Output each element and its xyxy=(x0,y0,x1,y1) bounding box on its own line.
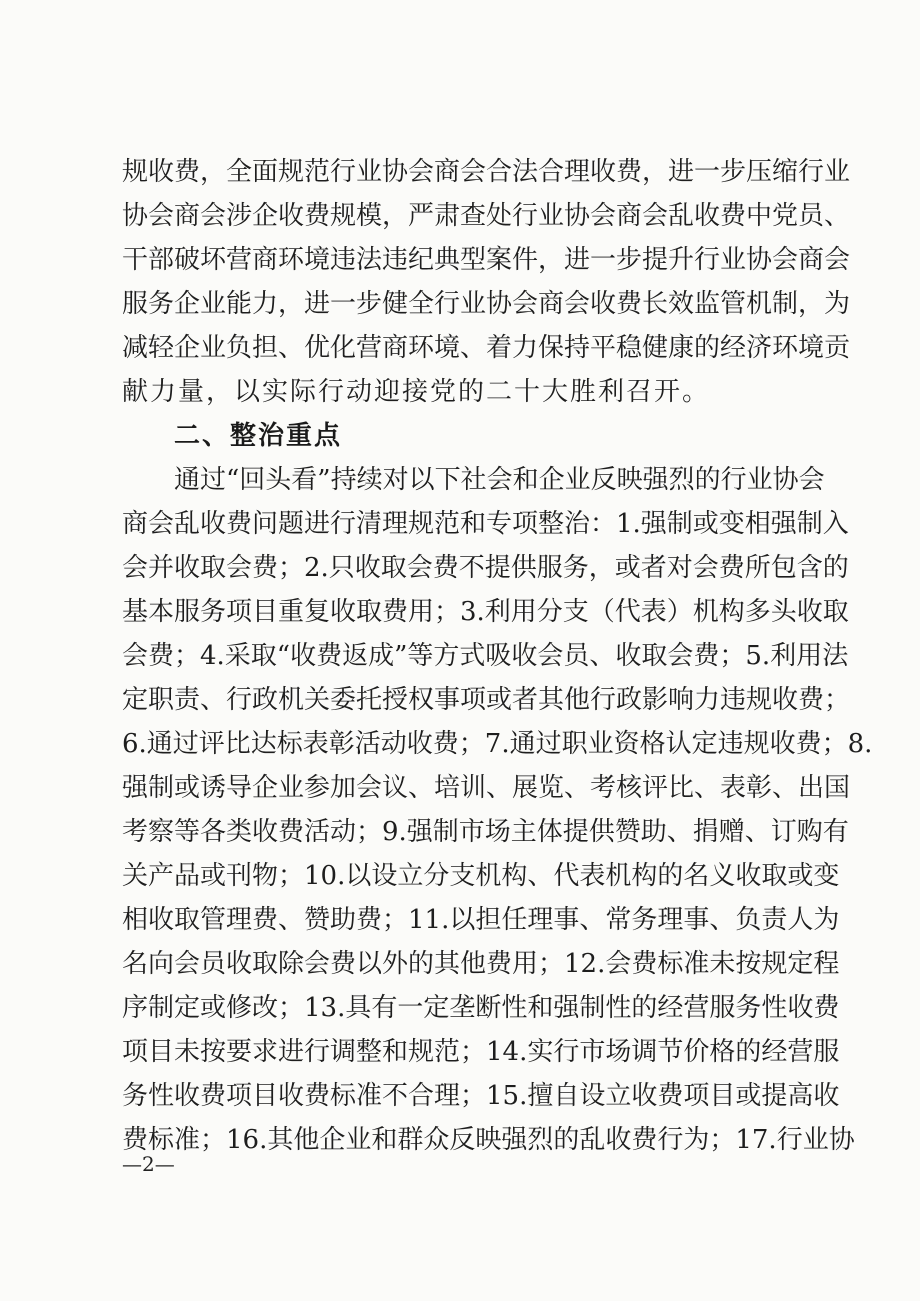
text-line: 干部破坏营商环境违法违纪典型案件，进一步提升行业协会商会 xyxy=(122,245,851,275)
text-line: 服务企业能力，进一步健全行业协会商会收费长效监管机制，为 xyxy=(122,289,851,319)
text-line: 关产品或刊物；10.以设立分支机构、代表机构的名义收取或变 xyxy=(122,861,840,891)
text-line: 会费；4.采取“收费返成”等方式吸收会员、收取会费；5.利用法 xyxy=(122,641,849,671)
text-line: 献力量，以实际行动迎接党的二十大胜利召开。 xyxy=(122,377,711,407)
text-line: 考察等各类收费活动；9.强制市场主体提供赞助、捐赠、订购有 xyxy=(122,817,849,847)
text-line: 项目未按要求进行调整和规范；14.实行市场调节价格的经营服 xyxy=(122,1037,840,1067)
text-line: 通过“回头看”持续对以下社会和企业反映强烈的行业协会 xyxy=(174,465,825,495)
text-line: 会并收取会费；2.只收取会费不提供服务，或者对会费所包含的 xyxy=(122,553,849,583)
paragraph-2 xyxy=(122,458,873,1162)
text-line: 规收费，全面规范行业协会商会合法合理收费，进一步压缩行业 xyxy=(122,157,851,187)
text-line: 相收取管理费、赞助费；11.以担任理事、常务理事、负责人为 xyxy=(122,905,840,935)
text-line: 务性收费项目收费标准不合理；15.擅自设立收费项目或提高收 xyxy=(122,1081,840,1111)
paragraph-1 xyxy=(122,150,851,414)
text-line: 6.通过评比达标表彰活动收费；7.通过职业资格认定违规收费；8. xyxy=(122,729,873,759)
text-line: 商会乱收费问题进行清理规范和专项整治：1.强制或变相强制入 xyxy=(122,509,849,539)
text-line: 减轻企业负担、优化营商环境、着力保持平稳健康的经济环境贡 xyxy=(122,333,851,363)
document-body xyxy=(122,150,873,1162)
page-number: —2— xyxy=(122,1152,175,1176)
text-line: 费标准；16.其他企业和群众反映强烈的乱收费行为；17.行业协 xyxy=(122,1125,855,1155)
text-line: 定职责、行政机关委托授权事项或者其他行政影响力违规收费； xyxy=(122,685,851,715)
section-heading: 二、整治重点 xyxy=(174,421,343,451)
text-line: 序制定或修改；13.具有一定垄断性和强制性的经营服务性收费 xyxy=(122,993,840,1023)
text-line: 强制或诱导企业参加会议、培训、展览、考核评比、表彰、出国 xyxy=(122,773,851,803)
text-line: 基本服务项目重复收取费用；3.利用分支（代表）机构多头收取 xyxy=(122,597,849,627)
text-line: 名向会员收取除会费以外的其他费用；12.会费标准未按规定程 xyxy=(122,949,840,979)
text-line: 协会商会涉企收费规模，严肃查处行业协会商会乱收费中党员、 xyxy=(122,201,851,231)
